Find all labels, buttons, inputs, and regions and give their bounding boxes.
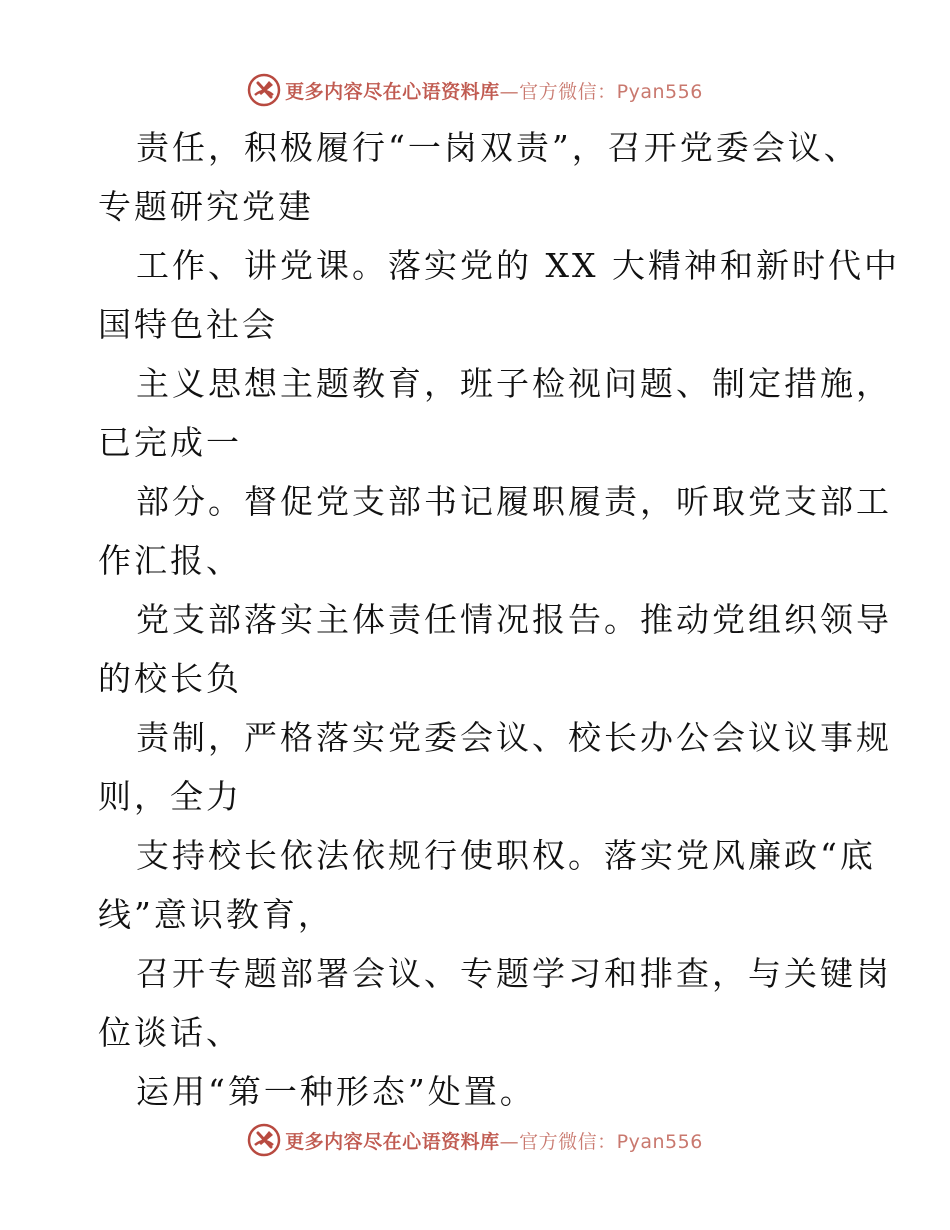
text-line-content: 责任，积极履行“一岗双责”，召开党委会议、 (136, 128, 860, 167)
text-line-content: 专题研究党建 (98, 187, 314, 226)
text-line (98, 826, 876, 885)
watermark-dash: — (499, 1130, 520, 1153)
text-line-content: 国特色社会 (98, 305, 278, 344)
text-line (98, 708, 892, 767)
text-line-content: 工作、讲党课。落实党的 XX 大精神和新时代中 (136, 246, 900, 285)
book-quill-logo-icon (247, 1123, 281, 1157)
text-line-content: 支持校长依法依规行使职权。落实党风廉政“底 (136, 836, 876, 875)
footer-watermark (0, 1120, 950, 1160)
text-line (98, 1003, 858, 1062)
text-line (98, 413, 858, 472)
text-line-content: 责制，严格落实党委会议、校长办公会议议事规 (136, 718, 892, 757)
text-line (98, 944, 892, 1003)
text-line-content: 位谈话、 (98, 1013, 242, 1052)
text-line-content: 党支部落实主体责任情况报告。推动党组织领导 (136, 600, 892, 639)
text-line (98, 590, 892, 649)
text-line (98, 649, 858, 708)
watermark-main-text: 更多内容尽在心语资料库 (285, 1130, 500, 1153)
text-line-content: 运用“第一种形态”处置。 (136, 1072, 536, 1111)
watermark-dash: — (499, 80, 520, 103)
watermark-contact: 官方微信：Pyan556 (519, 1130, 703, 1153)
document-body (98, 118, 900, 1121)
text-line-content: 召开专题部署会议、专题学习和排查，与关键岗 (136, 954, 892, 993)
text-line-content: 主义思想主题教育，班子检视问题、制定措施， (136, 364, 892, 403)
text-line-content: 则，全力 (98, 777, 242, 816)
text-line (98, 885, 858, 944)
text-line (98, 177, 858, 236)
text-line (98, 531, 858, 590)
text-line-content: 部分。督促党支部书记履职履责，听取党支部工 (136, 482, 892, 521)
text-line (98, 767, 858, 826)
text-line-content: 的校长负 (98, 659, 242, 698)
text-line-content: 已完成一 (98, 423, 242, 462)
text-line (98, 118, 858, 177)
text-line (98, 354, 892, 413)
book-quill-logo-icon (247, 73, 281, 107)
text-line (98, 236, 900, 295)
text-line (98, 295, 858, 354)
watermark-main-text: 更多内容尽在心语资料库 (285, 80, 500, 103)
text-line (98, 1062, 858, 1121)
text-line (98, 472, 892, 531)
text-line-content: 作汇报、 (98, 541, 242, 580)
text-line-content: 线”意识教育， (98, 895, 334, 934)
watermark-contact: 官方微信：Pyan556 (519, 80, 703, 103)
header-watermark (0, 70, 950, 110)
